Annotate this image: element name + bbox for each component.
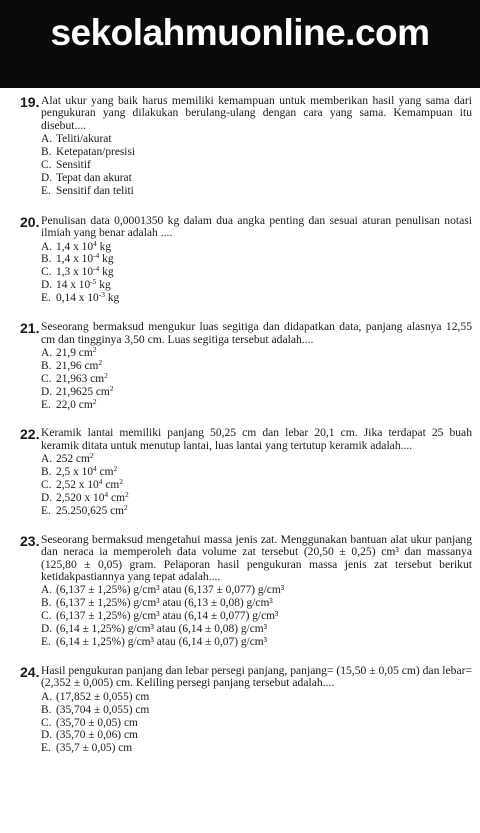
option-exponent: 4 — [98, 477, 103, 487]
question-number: 20. — [20, 213, 40, 230]
answer-option — [41, 729, 472, 742]
option-text: 0,14 x 10 — [56, 292, 99, 305]
answer-option — [41, 185, 472, 198]
option-exponent: 2 — [104, 370, 108, 380]
answer-option — [41, 383, 472, 399]
option-text: 1,3 x 10 — [56, 266, 94, 279]
answer-option — [41, 489, 472, 505]
option-unit: cm — [108, 491, 125, 504]
answer-option — [41, 279, 472, 292]
option-exponent: -4 — [93, 264, 100, 274]
option-exponent: 2 — [98, 357, 103, 367]
answer-option — [41, 266, 472, 279]
option-exponent: -3 — [98, 290, 105, 300]
question-text: Alat ukur yang baik harus memiliki kemampuan untuk memberikan hasil yang sama dari pengukuran yang dilakukan berulang-ulang dengan cara yang sama. Kemampuan itu disebut.... — [41, 94, 472, 132]
answer-option — [41, 172, 472, 185]
option-text: 21,96 cm — [56, 359, 99, 372]
option-label: E. — [41, 292, 51, 305]
option-label: C. — [41, 372, 52, 385]
option-label: C. — [41, 610, 52, 623]
option-label: B. — [41, 146, 52, 159]
option-label: C. — [41, 266, 52, 279]
question-23 — [20, 534, 472, 649]
option-label: C. — [41, 716, 52, 729]
option-label: E. — [41, 504, 51, 517]
option-text: Teliti/akurat — [56, 133, 112, 146]
option-text: 21,9 cm — [56, 346, 93, 359]
option-unit: kg — [99, 253, 114, 266]
option-list — [41, 584, 472, 649]
answer-option — [41, 292, 472, 305]
option-label: A. — [41, 453, 53, 466]
answer-option — [41, 253, 472, 266]
answer-option — [41, 597, 472, 610]
question-list — [0, 95, 480, 755]
question-21 — [20, 321, 472, 411]
site-name: sekolahmuonline.com — [50, 12, 430, 53]
answer-option — [41, 610, 472, 623]
option-exponent: 2 — [113, 464, 118, 474]
option-text: Sensitif dan teliti — [56, 184, 134, 197]
answer-option — [41, 623, 472, 636]
option-label: A. — [41, 133, 53, 146]
option-text: 25.250,625 cm — [56, 504, 125, 517]
question-22 — [20, 427, 472, 517]
answer-option — [41, 584, 472, 597]
option-unit: kg — [104, 292, 120, 305]
option-unit: cm — [102, 479, 120, 492]
option-list — [41, 238, 472, 306]
option-text: 2,52 x 10 — [56, 479, 99, 492]
answer-option — [41, 453, 472, 466]
option-label: D. — [41, 171, 53, 184]
option-text: (6,137 ± 1,25%) g/cm³ atau (6,137 ± 0,077) g/cm³ — [56, 584, 285, 597]
option-label: A. — [41, 346, 53, 359]
option-text: 2,520 x 10 — [56, 491, 105, 504]
question-20 — [20, 215, 472, 305]
option-label: D. — [41, 385, 53, 398]
answer-option — [41, 691, 472, 704]
option-text: 22,0 cm — [56, 398, 93, 411]
option-text: (6,14 ± 1,25%) g/cm³ atau (6,14 ± 0,08) g/cm³ — [56, 623, 268, 636]
question-19 — [20, 95, 472, 198]
question-number: 23. — [20, 532, 40, 549]
option-label: B. — [41, 703, 52, 716]
option-text: Ketepatan/presisi — [56, 146, 136, 159]
option-label: A. — [41, 240, 53, 253]
option-text: Sensitif — [56, 159, 91, 172]
option-text: (35,704 ± 0,055) cm — [56, 703, 150, 716]
option-label: D. — [41, 279, 53, 292]
answer-option — [41, 466, 472, 479]
option-list — [41, 133, 472, 198]
option-label: E. — [41, 398, 51, 411]
option-exponent: 4 — [104, 489, 109, 499]
option-label: B. — [41, 253, 52, 266]
option-exponent: -5 — [90, 277, 97, 287]
option-text: Tepat dan akurat — [56, 171, 132, 184]
option-label: D. — [41, 491, 53, 504]
answer-option — [41, 146, 472, 159]
option-text: 1,4 x 10 — [56, 240, 94, 253]
option-exponent: 2 — [89, 451, 94, 461]
option-text: (17,852 ± 0,055) cm — [56, 690, 150, 703]
option-text: 14 x 10 — [56, 279, 91, 292]
option-exponent: 2 — [92, 344, 97, 354]
option-unit: cm — [96, 466, 114, 479]
question-text: Keramik lantai memiliki panjang 50,25 cm dan lebar 20,1 cm. Jika terdapat 25 buah keramik ditata untuk menutup lantai, luas lantai yang tertutup keramik adalah.... — [41, 426, 472, 452]
option-text: 21,963 cm — [56, 372, 105, 385]
option-exponent: 2 — [124, 489, 129, 499]
question-number: 24. — [20, 663, 40, 680]
option-label: C. — [41, 479, 52, 492]
option-label: B. — [41, 466, 52, 479]
option-label: E. — [41, 636, 51, 649]
option-exponent: -4 — [93, 251, 100, 261]
answer-option — [41, 742, 472, 755]
question-24 — [20, 665, 472, 755]
option-label: E. — [41, 184, 51, 197]
option-label: E. — [41, 742, 51, 755]
option-list — [41, 453, 472, 518]
option-exponent: 2 — [124, 502, 128, 512]
option-text: (35,70 ± 0,05) cm — [56, 716, 138, 729]
option-text: 21,9625 cm — [56, 385, 110, 398]
option-list — [41, 691, 472, 756]
option-label: D. — [41, 623, 53, 636]
option-text: (6,14 ± 1,25%) g/cm³ atau (6,14 ± 0,07) g/cm³ — [56, 636, 268, 649]
answer-option — [41, 636, 472, 649]
option-label: D. — [41, 729, 53, 742]
question-number: 22. — [20, 426, 40, 443]
question-number: 19. — [20, 94, 40, 110]
question-text: Seseorang bermaksud mengetahui massa jenis zat. Menggunakan bantuan alat ukur panjang dan neraca ia memperoleh data volume zat tersebut (20,50 ± 0,25) cm³ dan massanya (125,80 ± 0,05) gram. Pelaporan hasil pengukuran massa jenis zat tersebut berikut ketidakpastiannya yang tepat adalah.... — [41, 532, 472, 583]
option-text: (35,7 ± 0,05) cm — [56, 742, 133, 755]
option-unit: kg — [96, 240, 112, 253]
option-list — [41, 344, 472, 412]
option-exponent: 4 — [93, 464, 97, 474]
option-text: 252 cm — [56, 453, 90, 466]
answer-option — [41, 238, 472, 254]
option-label: A. — [41, 690, 53, 703]
answer-option — [41, 502, 472, 518]
option-exponent: 2 — [119, 477, 123, 487]
answer-option — [41, 344, 472, 360]
option-unit: kg — [96, 279, 111, 292]
answer-option — [41, 396, 472, 412]
answer-option — [41, 370, 472, 386]
answer-option — [41, 717, 472, 730]
option-exponent: 2 — [109, 383, 114, 393]
question-number: 21. — [20, 320, 40, 337]
question-text: Seseorang bermaksud mengukur luas segitiga dan didapatkan data, panjang alasnya 12,55 cm dan tingginya 3,50 cm. Luas segitiga tersebut adalah.... — [41, 320, 472, 346]
option-label: A. — [41, 584, 53, 597]
question-text: Penulisan data 0,0001350 kg dalam dua angka penting dan sesuai aturan penulisan notasi ilmiah yang benar adalah .... — [41, 213, 472, 240]
option-label: C. — [41, 159, 52, 172]
answer-option — [41, 704, 472, 717]
option-text: 1,4 x 10 — [56, 253, 94, 266]
option-text: (35,70 ± 0,06) cm — [56, 729, 138, 742]
option-label: B. — [41, 597, 52, 610]
option-exponent: 2 — [92, 396, 97, 406]
answer-option — [41, 159, 472, 172]
option-exponent: 4 — [93, 238, 97, 248]
option-text: 2,5 x 10 — [56, 466, 94, 479]
site-banner — [0, 0, 480, 88]
option-unit: kg — [99, 266, 114, 279]
question-text: Hasil pengukuran panjang dan lebar persegi panjang, panjang= (15,50 ± 0,05 cm) dan lebar= (2,352 ± 0,005) cm. Keliling persegi panjang tersebut adalah.... — [41, 663, 472, 690]
option-text: (6,137 ± 1,25%) g/cm³ atau (6,14 ± 0,077) g/cm³ — [56, 610, 279, 623]
option-label: B. — [41, 359, 52, 372]
option-text: (6,137 ± 1,25%) g/cm³ atau (6,13 ± 0,08) g/cm³ — [56, 597, 273, 610]
answer-option — [41, 133, 472, 146]
